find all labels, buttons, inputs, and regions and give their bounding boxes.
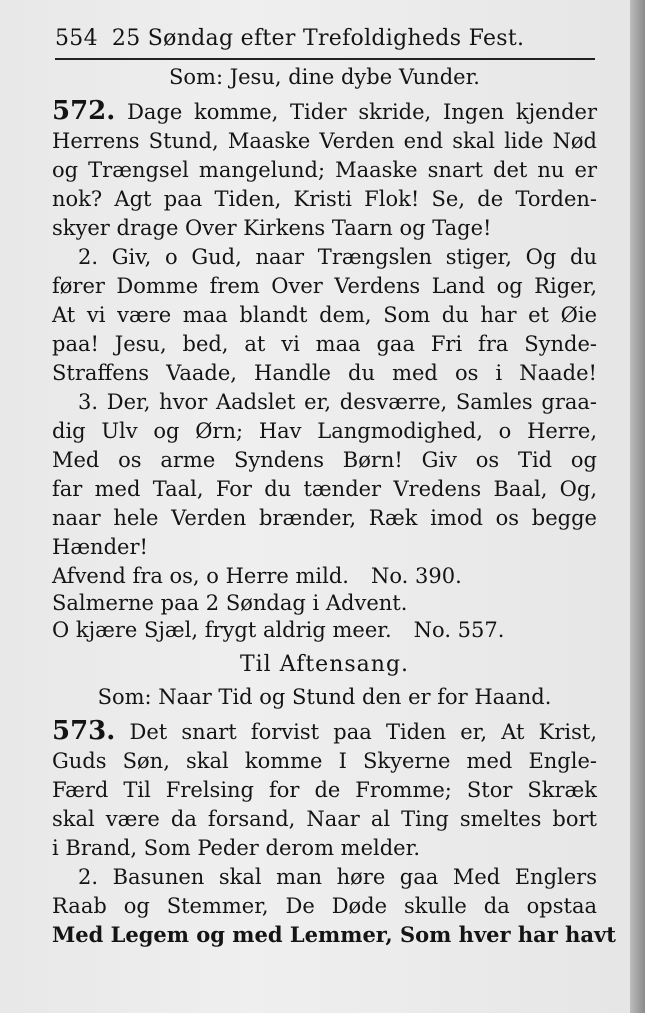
hymn-572-line-10: Straffens Vaade, Handle du med os i Naade! (52, 361, 597, 385)
hymn-572-line-9: paa! Jesu, bed, at vi maa gaa Fri fra Synde- (52, 332, 597, 356)
running-title: 25 Søndag efter Trefoldigheds Fest. (111, 26, 525, 51)
hymn-573-line-1: 573. Det snart forvist paa Tiden er, At Krist, (52, 716, 597, 746)
hymn-573-line-7: Raab og Stemmer, De Døde skulle da opstaa (52, 894, 597, 918)
hymn-572-line-14: far med Taal, For du tænder Vredens Baal, Og, (52, 477, 597, 501)
hymn-573-line-4: skal være da forsand, Naar al Ting smeltes bort (52, 807, 597, 831)
melody-line-1: Som: Jesu, dine dybe Vunder. (169, 65, 480, 89)
hymn-572-line-15: naar hele Verden brænder, Ræk imod os begge (52, 506, 597, 530)
section-heading-evening: Til Aftensang. (239, 652, 410, 677)
header-rule (55, 58, 595, 60)
hymn-572-line-16: Hænder! (52, 535, 148, 559)
reference-line-2: Salmerne paa 2 Søndag i Advent. (52, 591, 408, 615)
melody-line-2: Som: Naar Tid og Stund den er for Haand. (97, 685, 552, 709)
hymn-573-line-3: Færd Til Frelsing for de Fromme; Stor Skræk (52, 778, 597, 802)
page-number: 554 (55, 26, 98, 51)
hymn-572-line-1: 572. Dage komme, Tider skride, Ingen kjender (52, 96, 597, 126)
hymn-572-line-11: 3. Der, hvor Aadslet er, desværre, Samles graa- (78, 390, 597, 414)
hymn-572-line-6: 2. Giv, o Gud, naar Trængslen stiger, Og du (78, 245, 597, 269)
hymn-572-line-5: skyer drage Over Kirkens Taarn og Tage! (52, 216, 492, 240)
hymn-573-line-5: i Brand, Som Peder derom melder. (52, 836, 420, 860)
hymn-572-line-12: dig Ulv og Ørn; Hav Langmodighed, o Herre, (52, 419, 597, 443)
hymn-572-line-13: Med os arme Syndens Børn! Giv os Tid og (52, 448, 597, 472)
hymn-number-573: 573. (52, 716, 116, 746)
hymn-572-line-7: fører Domme frem Over Verdens Land og Riger, (52, 274, 597, 298)
hymn-572-line-4: nok? Agt paa Tiden, Kristi Flok! Se, de Torden- (52, 187, 597, 211)
reference-line-1: Afvend fra os, o Herre mild. No. 390. (52, 564, 462, 588)
hymn-573-line-2: Guds Søn, skal komme I Skyerne med Engle- (52, 749, 597, 773)
reference-line-3: O kjære Sjæl, frygt aldrig meer. No. 557. (52, 618, 505, 642)
hymn-572-line-3: og Trængsel mangelund; Maaske snart det nu er (52, 158, 597, 182)
page-edge (630, 0, 645, 1013)
hymn-573-line-8: Med Legem og med Lemmer, Som hver har havt (52, 922, 616, 947)
running-header (55, 26, 595, 51)
hymn-572-line-2: Herrens Stund, Maaske Verden end skal lide Nød (52, 129, 597, 153)
hymn-number-572: 572. (52, 96, 116, 126)
hymn-572-line-8: At vi være maa blandt dem, Som du har et Øie (52, 303, 597, 327)
hymn-573-line-6: 2. Basunen skal man høre gaa Med Englers (78, 865, 597, 889)
